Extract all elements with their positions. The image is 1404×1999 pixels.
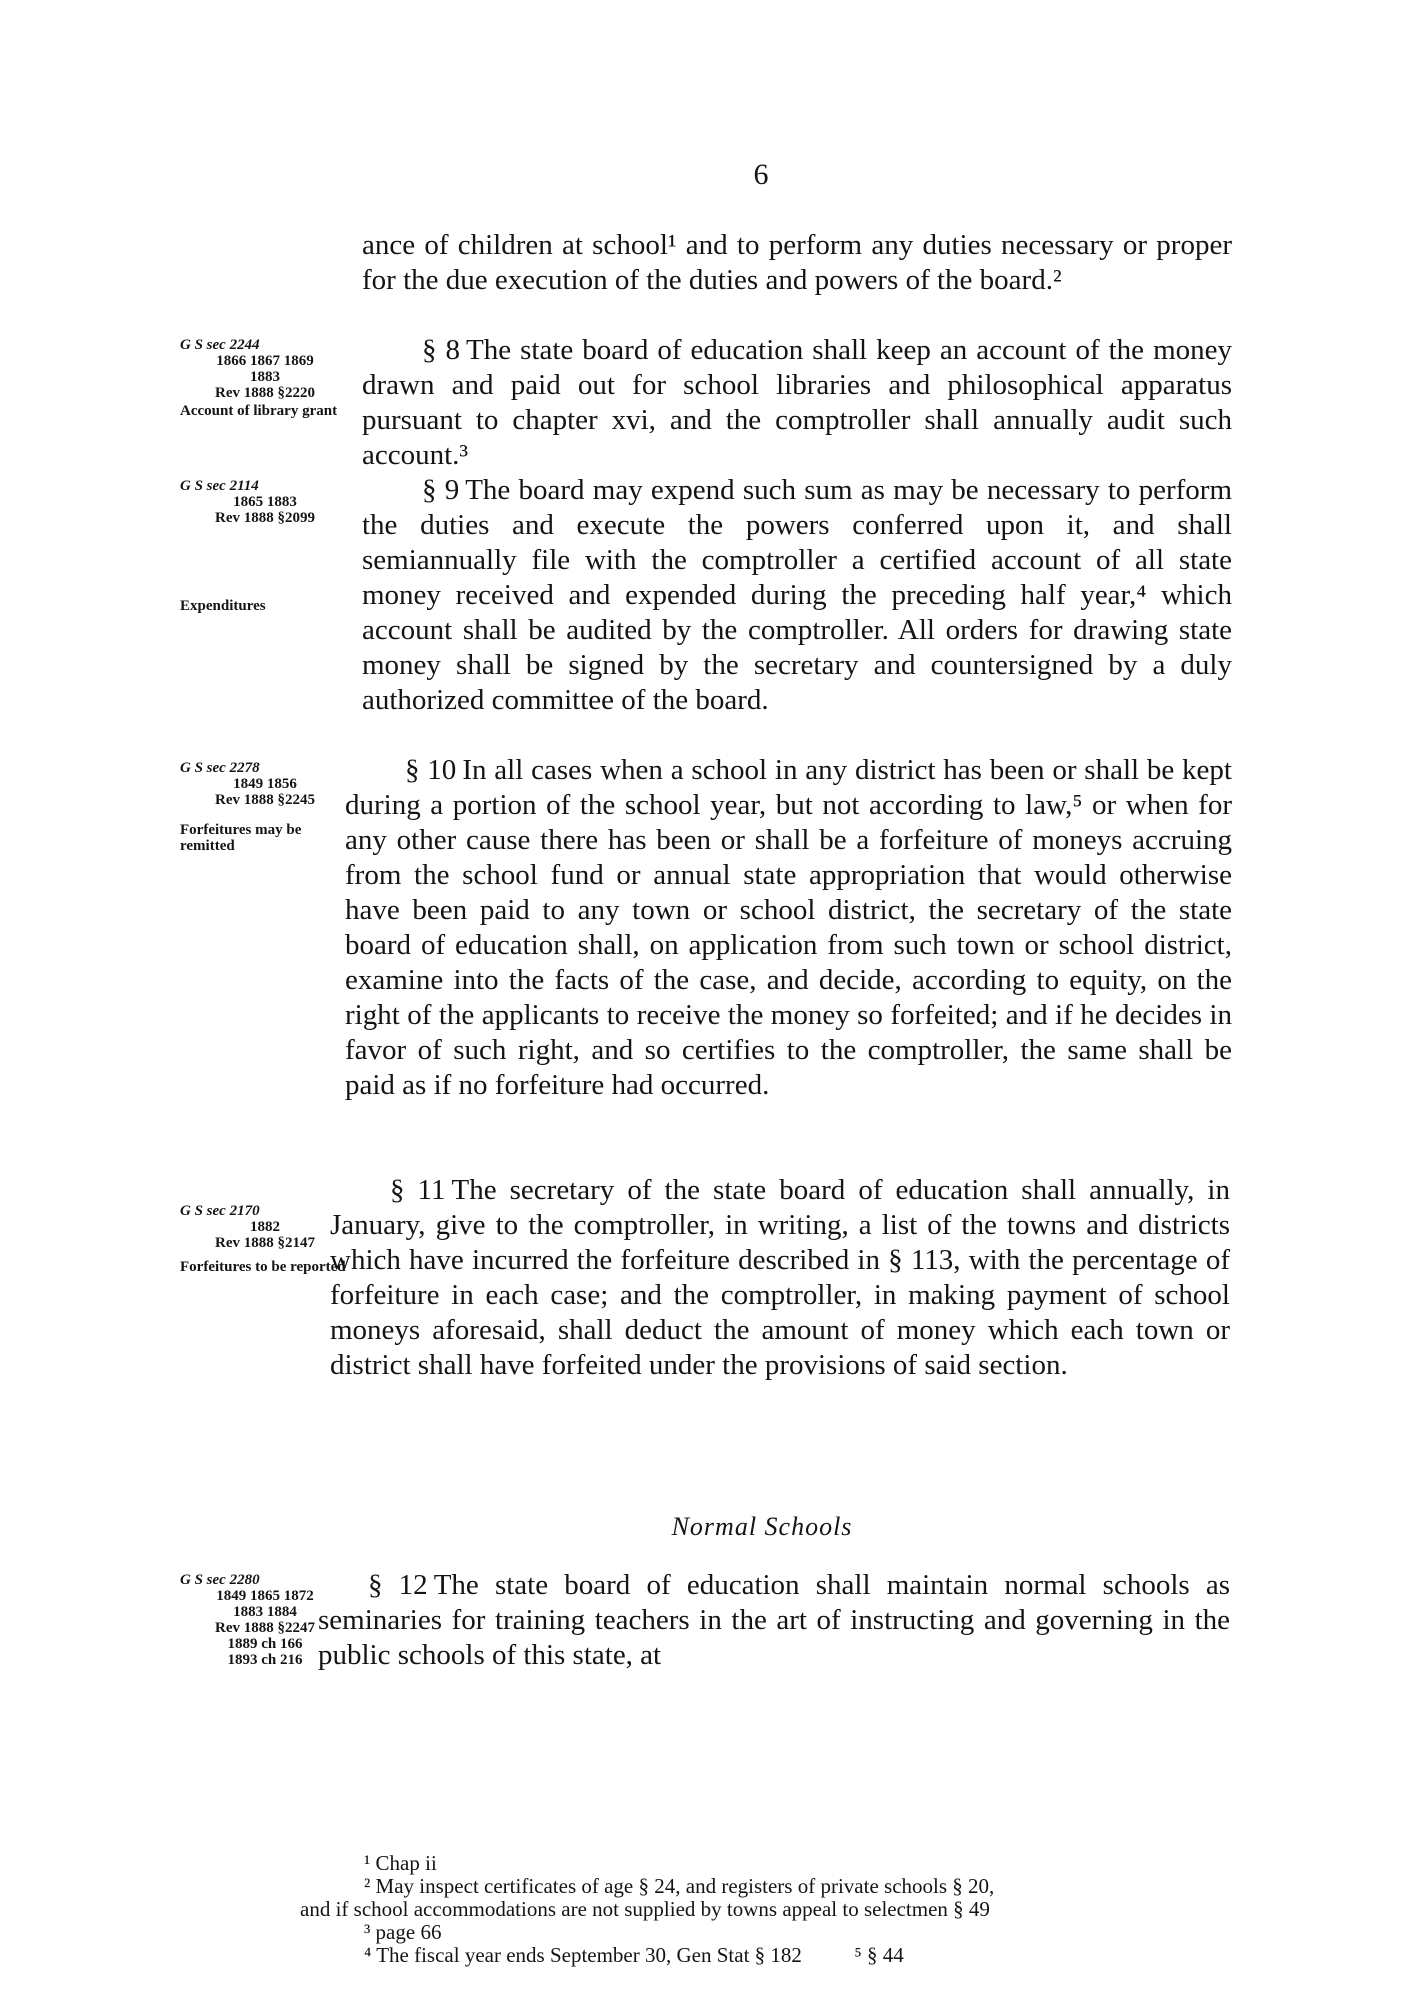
- margin-note-forfeitures-remitted: [180, 760, 350, 854]
- margin-note-years: Rev 1888 §2099: [215, 510, 315, 526]
- margin-note-years: Rev 1888 §2147: [215, 1235, 315, 1251]
- footnote-3: ³ page 66: [364, 1920, 442, 1944]
- margin-note-cite: G S sec 2280: [180, 1572, 260, 1588]
- section-8-paragraph: [362, 333, 1232, 473]
- margin-note-cite: G S sec 2278: [180, 760, 260, 776]
- margin-note-years: Rev 1888 §2220: [215, 385, 315, 401]
- section-12-mark: § 12: [368, 1569, 428, 1601]
- margin-note-years: 1882: [250, 1219, 280, 1235]
- margin-note-years: 1849 1865 1872: [216, 1588, 314, 1604]
- margin-note-normal-schools: [180, 1572, 350, 1668]
- section-heading-normal-schools: Normal Schools: [671, 1512, 853, 1541]
- margin-note-years: Rev 1888 §2247: [215, 1620, 315, 1636]
- section-12-paragraph: [318, 1568, 1230, 1673]
- margin-note-cite: G S sec 2114: [180, 478, 259, 494]
- margin-note-cite: G S sec 2244: [180, 337, 260, 353]
- footnote-2-continued: and if school accommodations are not supplied by towns appeal to selectmen § 49: [300, 1897, 990, 1921]
- margin-note-topic: Forfeitures to be reported: [180, 1259, 346, 1275]
- margin-note-topic: Account of library grant: [180, 403, 338, 419]
- margin-note-years: 1893 ch 216: [227, 1652, 303, 1668]
- margin-note-years: 1883: [250, 369, 280, 385]
- margin-note-topic: Forfeitures may be remitted: [180, 822, 302, 854]
- footnotes: [300, 1852, 1220, 1967]
- section-8-mark: § 8: [422, 334, 461, 366]
- margin-note-years: 1883 1884: [233, 1604, 297, 1620]
- section-10-paragraph: [345, 753, 1232, 1103]
- margin-note-years: 1849 1856: [233, 776, 297, 792]
- section-9-text: The board may expend such sum as may be necessary to perform the duties and execute the powers conferred upon it, and shall semiannually file with the comptroller a certified account of all state money received and expended during the preceding half year,⁴ which account shall be audited by the comptroller. All orders for drawing state money shall be signed by the secretary and countersigned by a duly authorized committee of the board.: [362, 474, 1232, 716]
- section-11-mark: § 11: [390, 1174, 446, 1206]
- margin-note-forfeitures-reported: [180, 1203, 350, 1275]
- footnote-1: ¹ Chap ii: [364, 1851, 437, 1875]
- section-9-paragraph: [362, 473, 1232, 718]
- page-number: 6: [753, 158, 769, 191]
- margin-note-years: 1866 1867 1869: [216, 353, 314, 369]
- section-11-text: The secretary of the state board of education shall annually, in January, give to the comptroller, in writing, a list of the towns and districts which have incurred the forfeiture described in § 113, with the percentage of forfeiture in each case; and the comptroller, in making payment of school moneys aforesaid, shall deduct the amount of money which each town or district shall have forfeited under the provisions of said section.: [330, 1174, 1230, 1381]
- margin-note-cite: G S sec 2170: [180, 1203, 260, 1219]
- section-10-mark: § 10: [405, 754, 457, 786]
- margin-note-board-expend: [180, 478, 350, 526]
- margin-topic-expenditures: Expenditures: [180, 598, 266, 614]
- section-12-text: The state board of education shall maintain normal schools as seminaries for training teachers in the art of instructing and governing in the public schools of this state, at: [318, 1569, 1231, 1671]
- section-10-text: In all cases when a school in any district has been or shall be kept during a portion of the school year, but not according to law,⁵ or when for any other cause there has been or shall be a forfeiture of moneys accruing from the school fund or annual state appropriation that would otherwise have been paid to any town or school district, the secretary of the state board of education shall, on application from such town or school district, examine into the facts of the case, and decide, according to equity, on the right of the applicants to receive the money so forfeited; and if he decides in favor of such right, and so certifies to the comptroller, the same shall be paid as if no forfeiture had occurred.: [345, 754, 1232, 1101]
- margin-note-years: 1865 1883: [233, 494, 297, 510]
- section-9-mark: § 9: [422, 474, 460, 506]
- section-11-paragraph: [330, 1173, 1230, 1383]
- margin-note-years: Rev 1888 §2245: [215, 792, 315, 808]
- section-8-text: The state board of education shall keep an account of the money drawn and paid out for school libraries and philosophical apparatus pursuant to chapter xvi, and the comptroller shall annually audit such account.³: [362, 334, 1233, 471]
- footnote-4-5: ⁴ The fiscal year ends September 30, Gen Stat § 182 ⁵ § 44: [364, 1943, 904, 1967]
- continuation-paragraph: ance of children at school¹ and to perform any duties necessary or proper for the due execution of the duties and powers of the board.²: [362, 229, 1232, 296]
- margin-note-library-account: [180, 337, 350, 419]
- margin-note-years: 1889 ch 166: [227, 1636, 303, 1652]
- footnote-2: ² May inspect certificates of age § 24, and registers of private schools § 20,: [364, 1874, 995, 1898]
